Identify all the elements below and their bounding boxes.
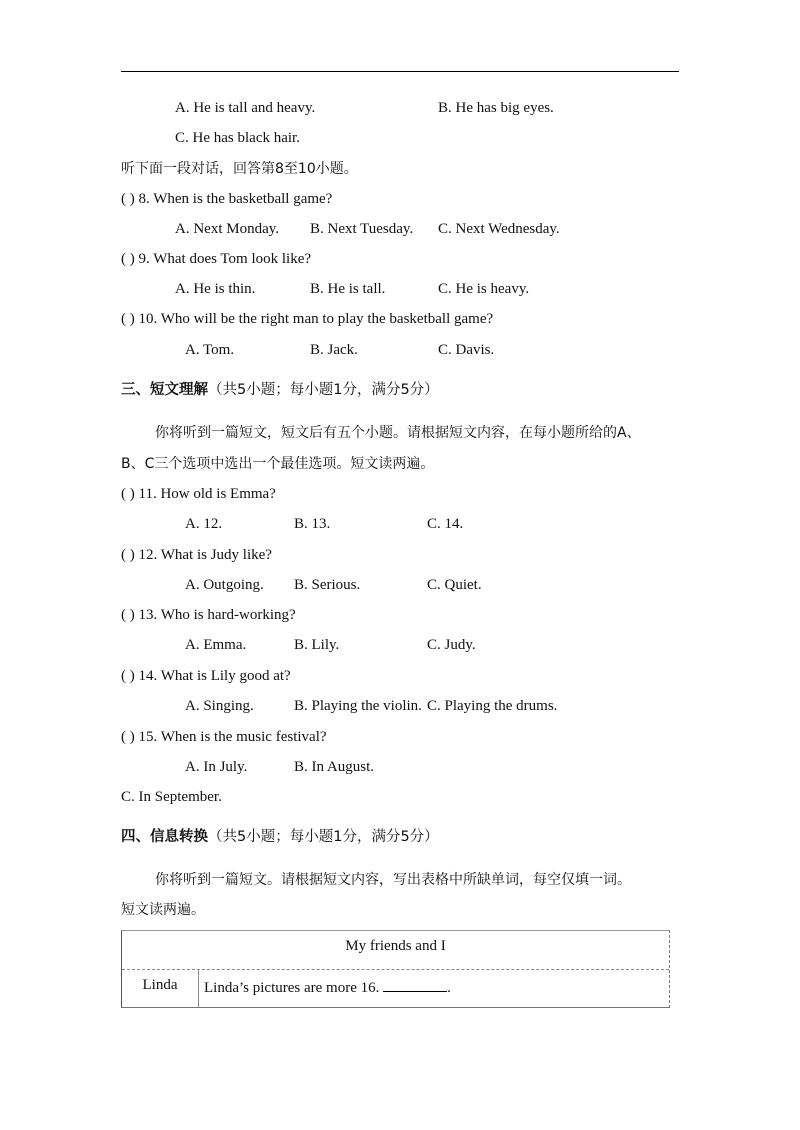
answer-paren[interactable]: ( ) <box>121 668 135 684</box>
question-10 <box>121 309 493 329</box>
section-4-intro-line1: 你将听到一篇短文。请根据短文内容，写出表格中所缺单词，每空仅填一词。 <box>155 872 631 888</box>
instruction-8-10: 听下面一段对话，回答第8至10小题。 <box>121 161 358 177</box>
table-name-cell: Linda <box>142 977 178 993</box>
q7-option-a: A. He is tall and heavy. <box>175 100 316 116</box>
answer-blank-16[interactable] <box>383 977 447 992</box>
q8-option-a: A. Next Monday. <box>175 221 280 237</box>
question-11 <box>121 484 276 504</box>
q8-option-b: B. Next Tuesday. <box>310 221 414 237</box>
header-rule <box>121 71 679 72</box>
table-text-after: . <box>447 980 451 996</box>
section-3-title: 三、短文理解 <box>121 382 208 398</box>
q14-option-c: C. Playing the drums. <box>427 698 558 714</box>
q10-option-b: B. Jack. <box>310 342 358 358</box>
q14-option-a: A. Singing. <box>185 698 254 714</box>
q9-option-a: A. He is thin. <box>175 281 256 297</box>
question-stem: 11. How old is Emma? <box>138 486 276 502</box>
q15-option-a: A. In July. <box>185 759 248 775</box>
question-8 <box>121 189 332 209</box>
question-15 <box>121 727 327 747</box>
q7-option-c: C. He has black hair. <box>175 130 300 146</box>
section-4-title: 四、信息转换 <box>121 829 208 845</box>
question-13 <box>121 605 296 625</box>
table-text-cell <box>204 977 451 997</box>
q12-option-c: C. Quiet. <box>427 577 482 593</box>
q13-option-c: C. Judy. <box>427 637 476 653</box>
q13-option-a: A. Emma. <box>185 637 247 653</box>
q13-option-b: B. Lily. <box>294 637 340 653</box>
section-4-intro-line2: 短文读两遍。 <box>121 902 205 918</box>
table-column-divider <box>198 969 199 1007</box>
section-4-heading <box>121 827 439 847</box>
question-stem: 8. When is the basketball game? <box>138 191 333 207</box>
answer-paren[interactable]: ( ) <box>121 547 135 563</box>
section-4-points: （共5小题；每小题1分，满分5分） <box>208 829 439 845</box>
q7-option-b: B. He has big eyes. <box>438 100 554 116</box>
info-table <box>121 930 670 1008</box>
table-text-before: Linda’s pictures are more 16. <box>204 980 380 996</box>
q10-option-a: A. Tom. <box>185 342 235 358</box>
question-stem: 9. What does Tom look like? <box>138 251 312 267</box>
answer-paren[interactable]: ( ) <box>121 191 135 207</box>
q9-option-c: C. He is heavy. <box>438 281 530 297</box>
q15-option-b: B. In August. <box>294 759 375 775</box>
answer-paren[interactable]: ( ) <box>121 251 135 267</box>
question-stem: 13. Who is hard-working? <box>138 607 296 623</box>
section-3-points: （共5小题；每小题1分，满分5分） <box>208 382 439 398</box>
answer-paren[interactable]: ( ) <box>121 486 135 502</box>
question-14 <box>121 666 291 686</box>
q8-option-c: C. Next Wednesday. <box>438 221 560 237</box>
q12-option-a: A. Outgoing. <box>185 577 264 593</box>
section-3-intro-line2: B、C三个选项中选出一个最佳选项。短文读两遍。 <box>121 456 435 472</box>
table-title: My friends and I <box>345 938 446 954</box>
question-stem: 14. What is Lily good at? <box>138 668 291 684</box>
answer-paren[interactable]: ( ) <box>121 607 135 623</box>
table-row-divider <box>122 969 669 970</box>
q15-option-c: C. In September. <box>121 789 222 805</box>
q10-option-c: C. Davis. <box>438 342 495 358</box>
section-3-heading <box>121 380 439 400</box>
q11-option-b: B. 13. <box>294 516 331 532</box>
question-stem: 15. When is the music festival? <box>138 729 327 745</box>
section-3-intro-line1: 你将听到一篇短文，短文后有五个小题。请根据短文内容，在每小题所给的A、 <box>155 425 641 441</box>
q9-option-b: B. He is tall. <box>310 281 386 297</box>
q11-option-c: C. 14. <box>427 516 464 532</box>
question-12 <box>121 545 272 565</box>
answer-paren[interactable]: ( ) <box>121 729 135 745</box>
question-stem: 12. What is Judy like? <box>138 547 272 563</box>
q11-option-a: A. 12. <box>185 516 223 532</box>
q14-option-b: B. Playing the violin. <box>294 698 422 714</box>
q12-option-b: B. Serious. <box>294 577 361 593</box>
question-9 <box>121 249 311 269</box>
question-stem: 10. Who will be the right man to play the basketball game? <box>138 311 494 327</box>
answer-paren[interactable]: ( ) <box>121 311 135 327</box>
